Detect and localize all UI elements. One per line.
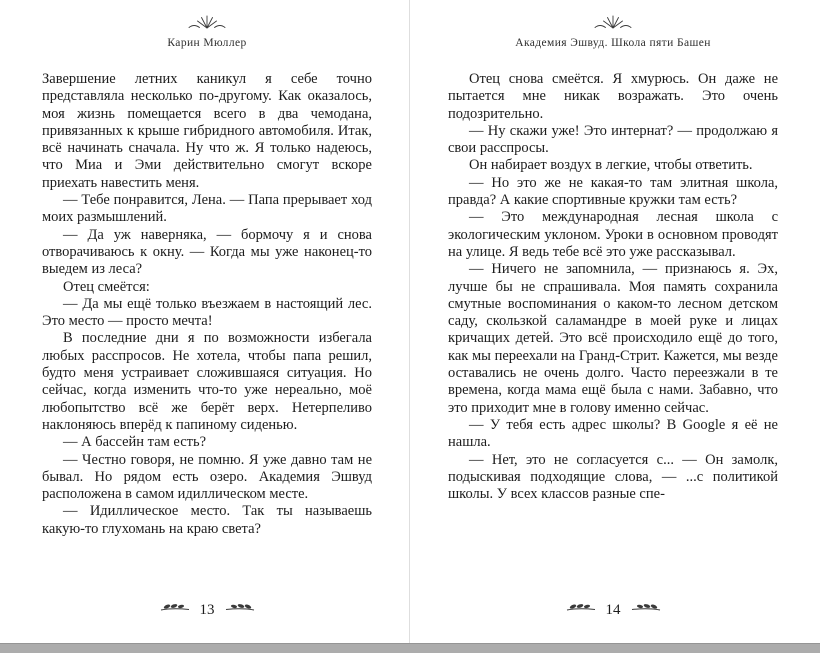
paragraph: — Честно говоря, не помню. Я уже давно там не бывал. Но рядом есть озеро. Академия Эшвуд расположена в самом идиллическом месте. — [42, 451, 372, 503]
leaf-sprig-right-icon — [631, 601, 661, 619]
page-header — [448, 14, 778, 49]
paragraph: — Это международная лесная школа с экологическим уклоном. Уроки в основном проводят на улице. Я ведь тебе всё это уже рассказывал. — [448, 209, 778, 260]
sun-rays-ornament-icon — [448, 14, 778, 35]
paragraph: — Идиллическое место. Так ты называешь какую-то глухомань на краю света? — [42, 503, 372, 537]
leaf-sprig-right-icon — [225, 601, 255, 619]
paragraph: Завершение летних каникул я себе точно представляла несколько по-другому. Как оказалось, моя жизнь помещается всего в два чемодана, привязанных к крыше гибридного автомобиля. Итак, всё начинать сначала. Ну что ж. Я только надеюсь, что Миа и Эми действительно смогут вскоре приехать навестить меня. — [42, 71, 372, 191]
page-divider — [409, 0, 410, 643]
left-page — [0, 0, 410, 643]
paragraph: — Нет, это не согласуется с... — Он замолк, подыскивая подходящие слова, — ...с политикой школы. У всех классов разные спе- — [448, 451, 778, 503]
page-body — [42, 71, 372, 593]
running-head: Академия Эшвуд. Школа пяти Башен — [515, 37, 711, 49]
leaf-sprig-left-icon — [566, 601, 596, 619]
paragraph: Отец снова смеётся. Я хмурюсь. Он даже не пытается мне никак возражать. Это очень подозрительно. — [448, 71, 778, 122]
page-footer — [42, 593, 372, 643]
paragraph: — У тебя есть адрес школы? В Google я её не нашла. — [448, 416, 778, 451]
right-page — [410, 0, 820, 643]
paragraph: — Да уж наверняка, — бормочу я и снова отворачиваюсь к окну. — Когда мы уже наконец-то выедем из леса? — [42, 226, 372, 278]
paragraph: — Ну скажи уже! Это интернат? — продолжаю я свои расспросы. — [448, 122, 778, 157]
paragraph: — Но это же не какая-то там элитная школа, правда? А какие спортивные кружки там есть? — [448, 174, 778, 209]
page-number: 14 — [605, 601, 621, 618]
page-header — [42, 14, 372, 49]
paragraph: — Ничего не запомнила, — признаюсь я. Эх, лучше бы не спрашивала. Моя память сохранила смутные воспоминания о каком-то лесном детском саду, скользкой саламандре в моей руке и лицах кричащих детей. Это всё происходило ещё до того, как мы переехали на Гранд-Стрит. Кажется, мы везде оставались не очень долго. Часто переезжали в те времена, когда мама ещё была с нами. Забавно, что это приходит мне в голову именно сейчас. — [448, 261, 778, 416]
paragraph: — Да мы ещё только въезжаем в настоящий лес. Это место — просто мечта! — [42, 295, 372, 330]
sun-rays-ornament-icon — [42, 14, 372, 35]
paragraph: Отец смеётся: — [63, 278, 150, 295]
paragraph: — Тебе понравится, Лена. — Папа прерывает ход моих размышлений. — [42, 192, 372, 226]
running-head: Карин Мюллер — [167, 37, 247, 49]
leaf-sprig-left-icon — [160, 601, 190, 619]
paragraph: — А бассейн там есть? — [63, 434, 207, 451]
paragraph: В последние дни я по возможности избегала любых расспросов. Не хотела, чтобы папа решил, будто меня устраивает сложившаяся ситуация. Но сейчас, когда изменить что-то уже нереально, моё любопытство всё же берёт верх. Нетерпеливо наклоняюсь вперёд к папиному сиденью. — [42, 330, 372, 433]
page-footer — [448, 593, 778, 643]
paragraph: Он набирает воздух в легкие, чтобы ответить. — [469, 157, 753, 174]
page-body — [448, 71, 778, 593]
page-number: 13 — [199, 601, 215, 618]
bottom-bar — [0, 643, 820, 653]
